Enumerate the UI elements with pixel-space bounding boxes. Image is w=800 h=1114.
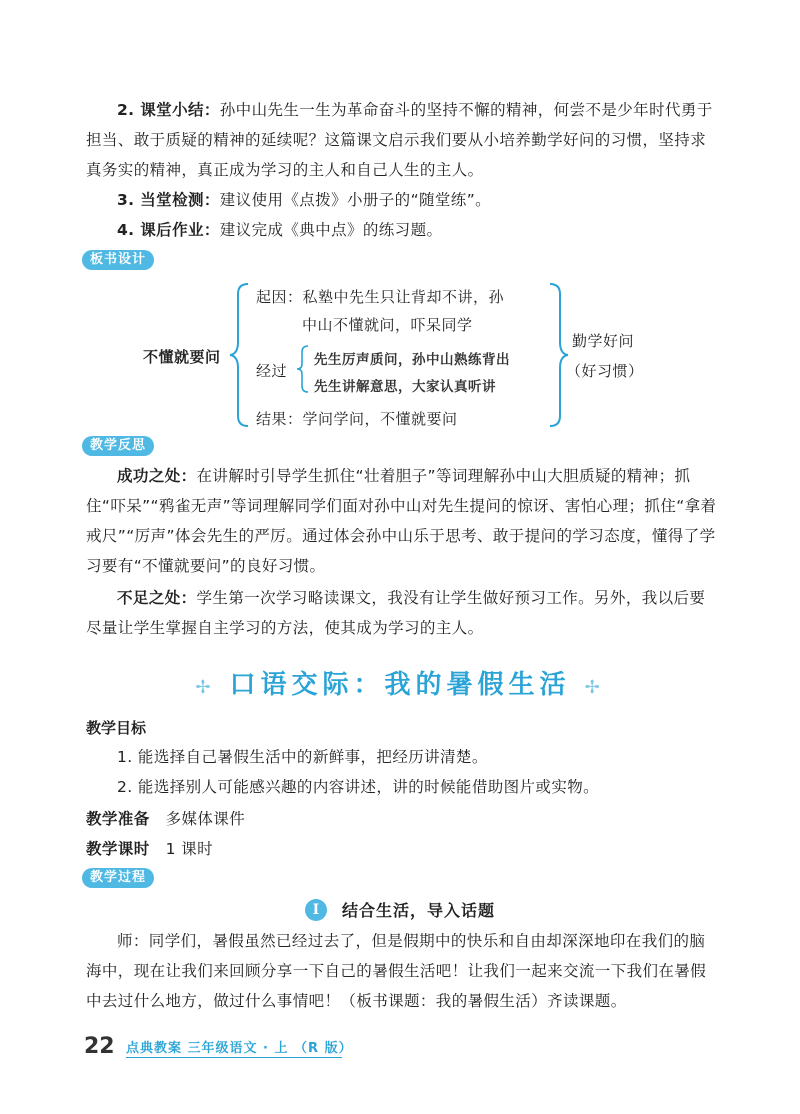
board-center-label: 不懂就要问 <box>143 348 221 366</box>
sparkle-right-icon: ✢ <box>584 677 605 698</box>
teaching-process-tag: 教学过程 <box>82 868 154 888</box>
reflection-success-text: 在讲解时引导学生抓住“壮着胆子”等词理解孙中山大胆质疑的精神；抓住“吓呆”“鸦雀无声”等词理解同学们面对孙中山对先生提问的惊讶、害怕心理；抓住“拿着戒尺”“厉声”体会先生的严厉。通过体会孙中山乐于思考、敢于提问的学习态度，懂得了学习要有“不懂就要问”的良好习惯。 <box>86 467 717 575</box>
left-brace-icon <box>228 280 252 430</box>
teaching-goal-1: 1. 能选择自己暑假生活中的新鲜事，把经历讲清楚。 <box>117 748 488 766</box>
page-number: 22 <box>84 1034 115 1059</box>
in-class-check-label: 3. 当堂检测： <box>117 191 220 209</box>
board-design-tag: 板书设计 <box>82 250 154 270</box>
in-class-check-paragraph <box>86 185 718 215</box>
stage-number-badge: I <box>305 899 327 921</box>
board-cause-line-1: 起因：私塾中先生只让背却不讲，孙 <box>256 288 505 306</box>
reflection-tag: 教学反思 <box>82 436 154 456</box>
small-brace-icon <box>296 344 310 394</box>
class-summary-label: 2. 课堂小结： <box>117 101 220 119</box>
homework-text: 建议完成《典中点》的练习题。 <box>219 221 443 239</box>
reflection-shortfall-paragraph <box>86 583 718 643</box>
teaching-prep-label: 教学准备 <box>86 810 150 828</box>
in-class-check-text: 建议使用《点拨》小册子的“随堂练”。 <box>219 191 492 209</box>
teaching-hours-label: 教学课时 <box>86 840 150 858</box>
board-cause-line-2: 中山不懂就问，吓呆同学 <box>302 316 473 334</box>
reflection-shortfall-text: 学生第一次学习略读课文，我没有让学生做好预习工作。另外，我以后要尽量让学生掌握自主学习的方法，使其成为学习的主人。 <box>86 589 706 637</box>
teaching-hours-row <box>86 834 718 864</box>
oral-communication-banner <box>0 664 800 701</box>
homework-paragraph <box>86 215 718 245</box>
teaching-goals-title: 教学目标 <box>86 719 147 737</box>
board-process-line-2: 先生讲解意思，大家认真听讲 <box>314 379 496 395</box>
teaching-goal-2: 2. 能选择别人可能感兴趣的内容讲述，讲的时候能借助图片或实物。 <box>117 778 600 796</box>
board-process-line-1: 先生厉声质问，孙中山熟练背出 <box>314 352 510 368</box>
board-process-label: 经过 <box>256 362 288 380</box>
reflection-success-label: 成功之处： <box>117 467 197 485</box>
stage-heading <box>0 898 800 921</box>
homework-label: 4. 课后作业： <box>117 221 220 239</box>
board-right-line-2: （好习惯） <box>566 362 644 380</box>
teaching-prep-row <box>86 804 718 834</box>
oral-communication-title: 口语交际：我的暑假生活 <box>229 670 571 700</box>
book-title: 点典教案 三年级语文 · 上 （R 版） <box>126 1041 353 1056</box>
sparkle-left-icon: ✢ <box>195 677 216 698</box>
class-summary-paragraph <box>86 95 718 185</box>
teaching-prep-value: 多媒体课件 <box>165 810 246 828</box>
footer-divider <box>126 1057 342 1058</box>
class-summary-text: 孙中山先生一生为革命奋斗的坚持不懈的精神，何尝不是少年时代勇于担当、敢于质疑的精神的延续呢？这篇课文启示我们要从小培养勤学好问的习惯，坚持求真务实的精神，真正成为学习的主人和自己人生的主人。 <box>86 101 713 179</box>
board-result-line: 结果：学问学问，不懂就要问 <box>256 410 458 428</box>
reflection-success-paragraph <box>86 461 718 581</box>
reflection-shortfall-label: 不足之处： <box>117 589 197 607</box>
stage-label: 结合生活，导入话题 <box>342 901 496 920</box>
teacher-intro-paragraph: 师：同学们，暑假虽然已经过去了，但是假期中的快乐和自由却深深地印在我们的脑海中，现在让我们来回顾分享一下自己的暑假生活吧！让我们一起来交流一下我们在暑假中去过什么地方，做过什么事情吧！（板书课题：我的暑假生活）齐读课题。 <box>86 932 707 1010</box>
board-right-line-1: 勤学好问 <box>572 332 635 350</box>
right-brace-icon <box>546 280 570 430</box>
teaching-hours-value: 1 课时 <box>165 840 213 858</box>
